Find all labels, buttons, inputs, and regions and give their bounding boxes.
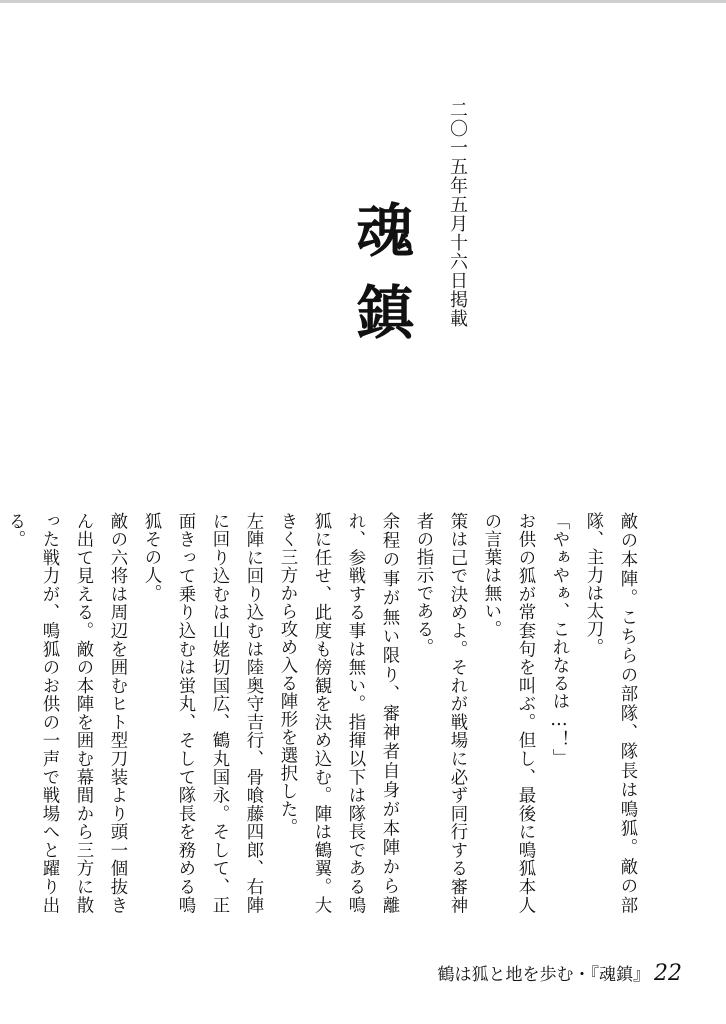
paragraph: 余程の事が無い限り、審神者自身が本陣から離れ、参戦する事は無い。指揮以下は隊長である鳴狐に任せ、此度も傍観を決め込む。陣は鶴翼。大きく三方から攻め入る陣形を選択した。 [277,512,399,914]
body-text [0,512,644,914]
paragraph: 左陣に回り込むは陸奥守吉行、骨喰藤四郎、右陣に回り込むは山姥切国広、鶴丸国永。そして、正面きって乗り込むは蛍丸、そして隊長を務める鳴狐その人。 [141,512,263,914]
publication-date: 二〇一五年五月十六日掲載 [447,100,468,328]
top-border-line [0,0,726,3]
page-title: 魂鎮 [346,200,414,364]
paragraph: お供の狐が常套句を叫ぶ。但し、最後に鳴狐本人の言葉は無い。 [481,512,535,914]
running-title: 鶴は狐と地を歩む・『魂鎮』 [437,965,650,985]
paragraph: 敵の本陣。こちらの部隊、隊長は鳴狐。敵の部隊、主力は太刀。 [583,512,637,914]
paragraph: 敵の六将は周辺を囲むヒト型刀装より頭一個抜きん出て見える。敵の本陣を囲む幕間から三方に散った戦力が、鳴狐のお供の一声で戦場へと躍り出る。 [5,512,127,914]
page-number: 22 [654,961,682,986]
paragraph: 策は己で決めよ。それが戦場に必ず同行する審神者の指示である。 [413,512,467,914]
page-footer [438,960,683,986]
paragraph: 「やぁやぁ、これなるは…！」 [549,512,569,767]
